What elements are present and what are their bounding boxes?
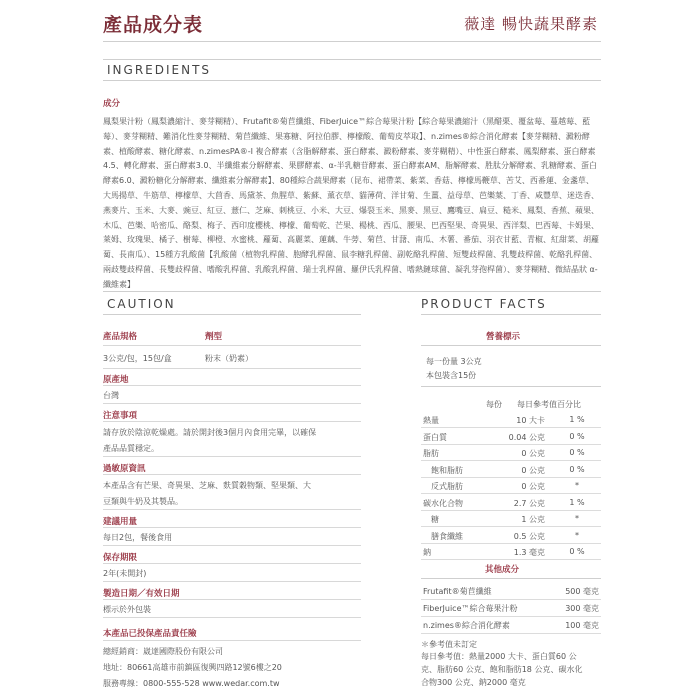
notes-value-2: 產品品質穩定。	[103, 444, 159, 453]
nutrition-name: 膳食纖維	[423, 531, 463, 541]
nutrition-pct: *	[575, 481, 579, 490]
divider	[103, 509, 361, 510]
col-daily-value: 每日參考值百分比	[517, 400, 581, 409]
ingredients-heading: 成分	[103, 99, 121, 109]
servings-per-package: 本包裝含15份	[426, 371, 477, 380]
nutrition-amt: 1.3 毫克	[513, 548, 545, 557]
nutrition-amt: 1 公克	[521, 515, 545, 524]
nutrition-name: 糖	[423, 515, 439, 524]
nutrition-row	[421, 512, 601, 527]
footnote-undefined: ＊參考值未訂定	[421, 640, 477, 649]
nutrition-row	[421, 430, 601, 445]
nutrition-row	[421, 496, 601, 511]
date-value: 標示於外包裝	[103, 605, 151, 614]
nutrition-pct: 0 %	[569, 547, 585, 556]
other-ingredients-title: 其他成分	[485, 565, 520, 575]
liability-label: 本產品已投保產品責任險	[103, 629, 197, 639]
nutrition-title: 營養標示	[486, 332, 521, 342]
distributor-address: 地址：80661高雄市前鎮區復興四路12號6樓之20	[103, 663, 282, 672]
ingredients-end-rule	[103, 291, 601, 292]
ingredients-bottom-rule	[103, 80, 601, 81]
form-label: 劑型	[205, 332, 223, 342]
notes-label: 注意事項	[103, 411, 138, 421]
nutrition-amt: 10 大卡	[516, 416, 545, 425]
nutrition-amt: 0 公克	[521, 465, 545, 475]
nutrition-name: 鈉	[423, 548, 431, 557]
nutrition-amt: 2.7 公克	[513, 498, 545, 508]
nutrition-pct: 0 %	[569, 431, 585, 441]
divider	[103, 527, 361, 528]
origin-value: 台灣	[103, 391, 119, 400]
other-ingredient-name: n.zimes®綜合消化酵素	[423, 621, 510, 630]
footnote-daily-2: 克、脂肪60 公克、飽和脂肪18 公克、碳水化	[421, 665, 583, 674]
divider	[103, 599, 361, 600]
nutrition-name: 熱量	[423, 416, 439, 425]
divider	[103, 385, 361, 386]
allergen-value-1: 本產品含有芒果、奇異果、芝麻、麩質穀物類、堅果類、大	[103, 481, 311, 490]
product-facts-rule	[421, 314, 601, 315]
ingredients-text: 鳳梨果汁粉（鳳梨濃縮汁、麥芽糊精）、Frutafit®菊苣纖維、FiberJuice™綜合莓果汁粉【綜合莓果濃縮汁（黑醋栗、覆盆莓、蔓越莓、藍莓）、麥芽糊精、難消化性麥芽糊精、菊苣纖維、果寡糖、阿拉伯膠、檸檬酸、葡萄皮萃取】、n.zimes®綜合消化酵素【麥芽糊精、澱粉酵素、植酸酵素、糖化酵素、n.zimesPA®-I 複合酵素（含脂解酵素、蛋白酵素、澱粉酵素、麥芽糊精）、中性蛋白酵素、鳳梨酵素、蛋白酵素4.5、轉化酵素、蛋白酵素3.0、半纖維素分解酵素、果膠酵素、α-半乳糖苷酵素、蛋白酵素AM、脂解酵素、胜肽分解酵素、乳糖酵素、蛋白酵素6.0、澱粉糖化分解酵素、纖維素分解酵素】、80種綜合蔬果酵素（昆布、裙帶菜、紫菜、香菇、檸檬馬鞭草、苦艾、西番蓮、金盞草、大馬揚草、牛筋草、檸檬草、大茴香、馬黛茶、魚腥草、紫蘇、薰衣草、貓薄荷、洋甘菊、生薑、益母草、芭樂葉、丁香、咸豐草、迷迭香、燕麥片、玉米、大麥、豌豆、紅豆、薏仁、芝麻、刺桃豆、小米、大豆、爆裂玉米、黑麥、黑豆、鷹嘴豆、扁豆、糙米、鳳梨、香蕉、蘋果、木瓜、芭樂、哈密瓜、酪梨、梅子、西印度櫻桃、檸檬、葡萄乾、芒果、楊桃、西瓜、腰果、巴西堅果、奇異果、西洋梨、巴西莓、卡姆果、萊姆、玫瑰果、橘子、樹莓、柳橙、水蜜桃、蘿蔔、高麗菜、蓮藕、牛蒡、菊苣、甘藷、南瓜、木薯、番茄、羽衣甘藍、青椒、紅甜菜、胡蘿蔔、長南瓜）、15種方乳酸菌【乳酸菌（植物乳桿菌、胞酵乳桿菌、鼠李糖乳桿菌、副乾酪乳桿菌、短雙歧桿菌、乳雙歧桿菌、乾酪乳桿菌、兩歧雙歧桿菌、長雙歧桿菌、嗜酸乳桿菌、乳酸乳桿菌、瑞士乳桿菌、羅伊氏乳桿菌、嗜熱鏈球菌、凝乳芽孢桿菌）、麥芽糊精、微結晶狀 α-纖維素】	[103, 117, 599, 289]
usage-label: 建議用量	[103, 517, 138, 527]
nutrition-pct: 1 %	[569, 415, 585, 424]
spec-value: 3公克/包，15包/盒	[103, 354, 172, 363]
nutrition-pct: 0 %	[569, 448, 585, 457]
divider	[103, 368, 361, 369]
ingredients-section-label: INGREDIENTS	[107, 63, 212, 77]
page-title: 產品成分表	[103, 14, 204, 36]
nutrition-name: 飽和脂肪	[423, 465, 463, 475]
header-divider	[103, 41, 601, 42]
nutrition-pct: 1 %	[569, 497, 585, 507]
divider	[103, 617, 361, 618]
distributor-name: 總經銷商：崴達國際股份有限公司	[103, 647, 223, 656]
other-ingredient-amount: 100 毫克	[565, 621, 599, 630]
nutrition-amt: 0 公克	[521, 482, 545, 491]
usage-value: 每日2包，餐後食用	[103, 533, 173, 542]
nutrition-title-rule	[421, 345, 601, 346]
other-ingredient-amount: 300 毫克	[565, 604, 599, 613]
nutrition-row	[421, 545, 601, 560]
serving-rule	[421, 386, 601, 387]
shelf-value: 2年(未開封)	[103, 569, 147, 578]
caution-section-label: CAUTION	[107, 297, 176, 311]
nutrition-row	[421, 446, 601, 461]
product-facts-section-label: PRODUCT FACTS	[421, 297, 547, 311]
nutrition-amt: 0.5 公克	[513, 531, 545, 541]
divider	[103, 563, 361, 564]
nutrition-name: 脂肪	[423, 449, 439, 458]
other-ingredient-amount: 500 毫克	[565, 587, 599, 596]
divider	[103, 421, 361, 422]
other-ingredients-rule	[421, 578, 601, 579]
serving-size: 每一份量 3公克	[426, 357, 482, 366]
footnote-daily-3: 合物300 公克、鈉2000 毫克	[421, 678, 526, 687]
allergen-label: 過敏原資訊	[103, 464, 146, 474]
allergen-value-2: 豆類與牛奶及其製品。	[103, 497, 183, 506]
footnote-daily-1: 每日參考值：熱量2000 大卡、蛋白質60 公	[421, 652, 577, 661]
brand-name: 薇達 暢快蔬果酵素	[464, 15, 598, 33]
spec-label: 產品規格	[103, 332, 138, 342]
divider	[103, 581, 361, 582]
other-ingredient-name: Frutafit®菊苣纖維	[423, 587, 492, 596]
nutrition-row	[421, 529, 601, 544]
form-value: 粉末（奶素）	[205, 354, 253, 363]
nutrition-name: 反式脂肪	[423, 482, 463, 491]
nutrition-row	[421, 479, 601, 494]
nutrition-amt: 0 公克	[521, 449, 545, 458]
nutrition-pct: *	[575, 514, 579, 523]
shelf-label: 保存期限	[103, 553, 138, 563]
divider	[103, 545, 361, 546]
divider	[103, 345, 361, 346]
nutrition-row	[421, 463, 601, 478]
other-ingredient-row	[421, 600, 601, 617]
divider	[103, 640, 361, 641]
caution-rule	[103, 314, 361, 315]
divider	[103, 456, 361, 457]
nutrition-name: 蛋白質	[423, 432, 447, 442]
other-ingredient-row	[421, 583, 601, 600]
nutrition-amt: 0.04 公克	[508, 432, 545, 442]
nutrition-pct: *	[575, 530, 579, 540]
date-label: 製造日期／有效日期	[103, 589, 180, 599]
distributor-contact: 服務專線：0800-555-528 www.wedar.com.tw	[103, 679, 280, 688]
ingredients-top-rule	[103, 59, 601, 60]
divider	[103, 474, 361, 475]
divider	[103, 403, 361, 404]
nutrition-pct: 0 %	[569, 464, 585, 474]
nutrition-name: 碳水化合物	[423, 498, 463, 508]
col-per-serving: 每份	[486, 400, 502, 409]
origin-label: 原產地	[103, 375, 129, 385]
other-ingredient-row	[421, 617, 601, 634]
notes-value-1: 請存放於陰涼乾燥處。請於開封後3個月內食用完畢，以確保	[103, 428, 317, 437]
nutrition-row	[421, 413, 601, 428]
other-ingredient-name: FiberJuice™綜合莓果汁粉	[423, 604, 518, 613]
